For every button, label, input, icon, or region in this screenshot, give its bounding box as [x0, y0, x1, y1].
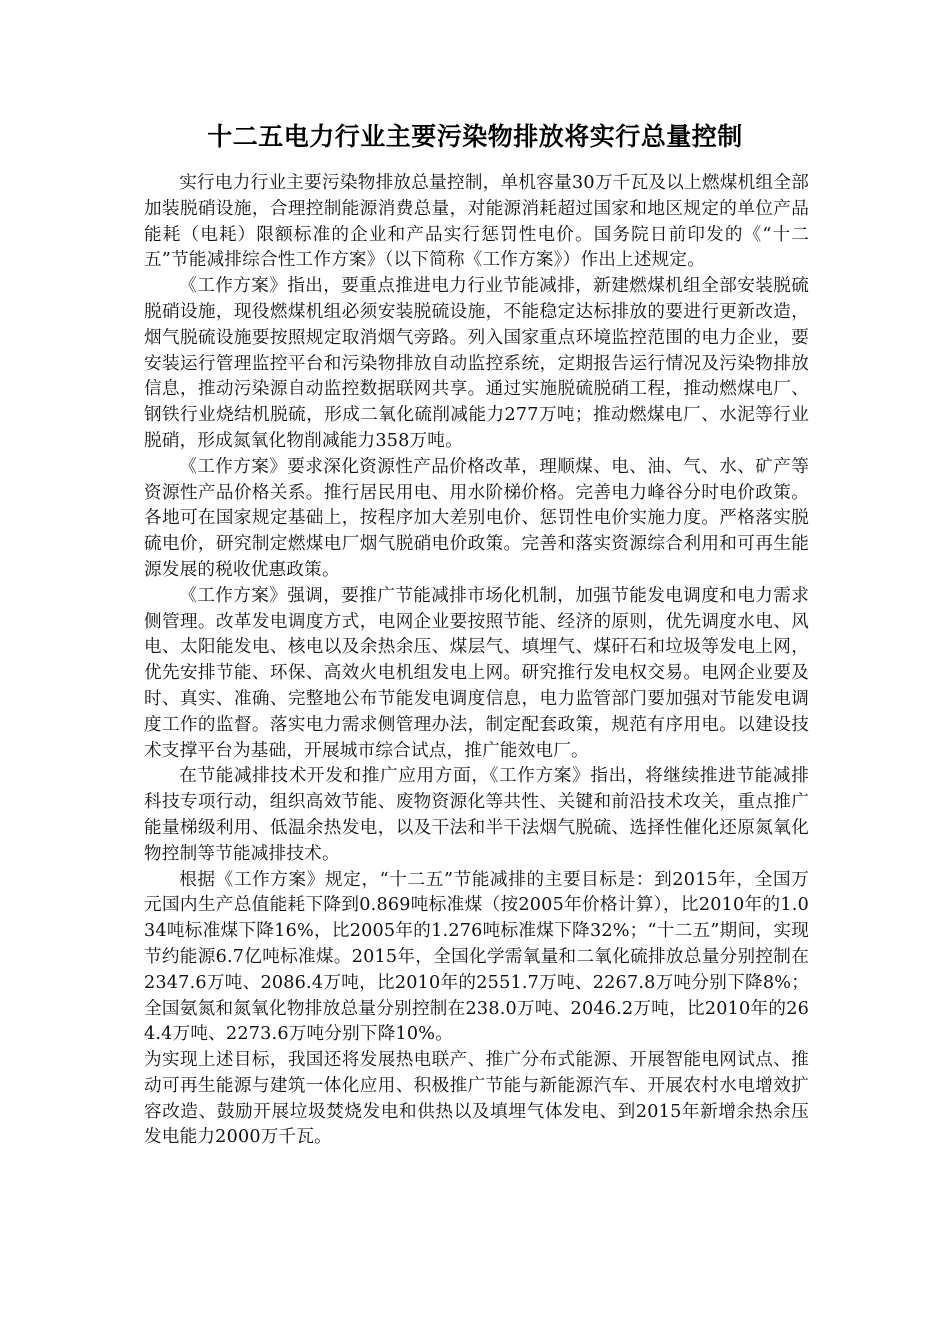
- paragraph-4: 《工作方案》强调，要推广节能减排市场化机制，加强节能发电调度和电力需求侧管理。改革发电调度方式，电网企业要按照节能、经济的原则，优先调度水电、风电、太阳能发电、核电以及余热余压、煤层气、填埋气、煤矸石和垃圾等发电上网，优先安排节能、环保、高效火电机组发电上网。研究推行发电权交易。电网企业要及时、真实、准确、完整地公布节能发电调度信息，电力监管部门要加强对节能发电调度工作的监督。落实电力需求侧管理办法，制定配套政策，规范有序用电。以建设技术支撑平台为基础，开展城市综合试点，推广能效电厂。: [144, 585, 809, 761]
- document-title: 十二五电力行业主要污染物排放将实行总量控制: [207, 122, 743, 151]
- paragraph-6: 根据《工作方案》规定，“十二五”节能减排的主要目标是：到2015年，全国万元国内生产总值能耗下降到0.869吨标准煤（按2005年价格计算），比2010年的1.034吨标准煤下降16%，比2005年的1.276吨标准煤下降32%；“十二五”期间，实现节约能源6.7亿吨标准煤。2015年，全国化学需氧量和二氧化硫排放总量分别控制在2347.6万吨、2086.4万吨，比2010年的2551.7万吨、2267.8万吨分别下降8%；全国氨氮和氮氧化物排放总量分别控制在238.0万吨、2046.2万吨，比2010年的264.4万吨、2273.6万吨分别下降10%。: [144, 869, 809, 1045]
- document-body: [144, 171, 809, 1151]
- paragraph-5: 在节能减排技术开发和推广应用方面，《工作方案》指出，将继续推进节能减排科技专项行动，组织高效节能、废物资源化等共性、关键和前沿技术攻关，重点推广能量梯级利用、低温余热发电，以及干法和半干法烟气脱硫、选择性催化还原氮氧化物控制等节能减排技术。: [144, 766, 809, 864]
- paragraph-3: 《工作方案》要求深化资源性产品价格改革，理顺煤、电、油、气、水、矿产等资源性产品价格关系。推行居民用电、用水阶梯价格。完善电力峰谷分时电价政策。各地可在国家规定基础上，按程序加大差别电价、惩罚性电价实施力度。严格落实脱硫电价，研究制定燃煤电厂烟气脱硝电价政策。完善和落实资源综合利用和可再生能源发展的税收优惠政策。: [144, 456, 809, 580]
- paragraph-1: 实行电力行业主要污染物排放总量控制，单机容量30万千瓦及以上燃煤机组全部加装脱硝设施，合理控制能源消费总量，对能源消耗超过国家和地区规定的单位产品能耗（电耗）限额标准的企业和产品实行惩罚性电价。国务院日前印发的《“十二五”节能减排综合性工作方案》（以下简称《工作方案》）作出上述规定。: [144, 173, 809, 271]
- paragraph-2: 《工作方案》指出，要重点推进电力行业节能减排，新建燃煤机组全部安装脱硫脱硝设施，现役燃煤机组必须安装脱硫设施，不能稳定达标排放的要进行更新改造，烟气脱硫设施要按照规定取消烟气旁路。列入国家重点环境监控范围的电力企业，要安装运行管理监控平台和污染物排放自动监控系统，定期报告运行情况及污染物排放信息，推动污染源自动监控数据联网共享。通过实施脱硫脱硝工程，推动燃煤电厂、钢铁行业烧结机脱硫，形成二氧化硫削减能力277万吨；推动燃煤电厂、水泥等行业脱硝，形成氮氧化物削减能力358万吨。: [144, 276, 809, 451]
- paragraph-7: 为实现上述目标，我国还将发展热电联产、推广分布式能源、开展智能电网试点、推动可再生能源与建筑一体化应用、积极推广节能与新能源汽车、开展农村水电增效扩容改造、鼓励开展垃圾焚烧发电和供热以及填埋气体发电、到2015年新增余热余压发电能力2000万千瓦。: [144, 1050, 809, 1148]
